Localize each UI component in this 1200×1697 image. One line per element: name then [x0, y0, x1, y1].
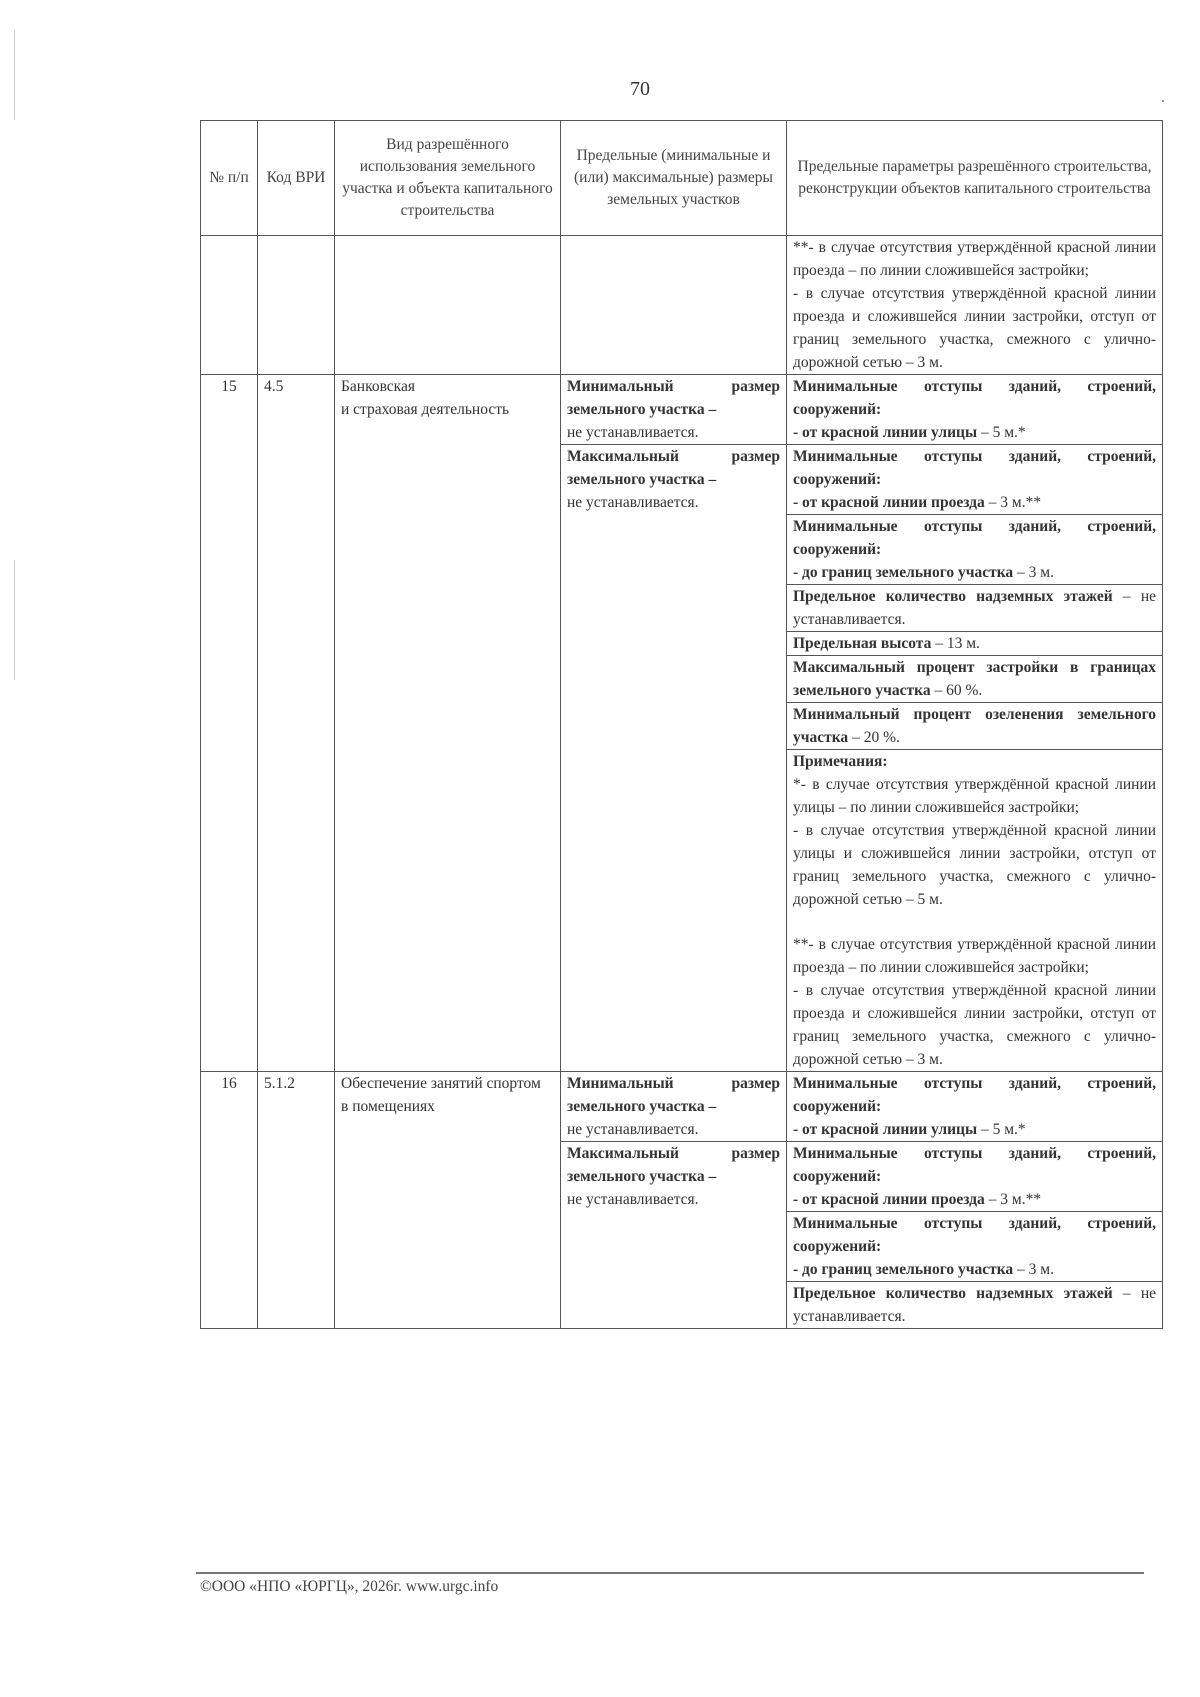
table-row-16: [201, 1072, 1163, 1142]
note-text: **- в случае отсутствия утверждённой красной линии проезда – по линии сложившейся застройки;: [793, 936, 1156, 976]
note-text: *- в случае отсутствия утверждённой красной линии улицы – по линии сложившейся застройки;: [793, 776, 1156, 816]
param-setback-street: Минимальные отступы зданий, строений, сооружений: - от красной линии улицы – 5 м.*: [787, 375, 1163, 445]
table-row-15: [201, 375, 1163, 445]
header-parameters: Предельные параметры разрешённого строительства, реконструкции объектов капитального строительства: [787, 121, 1163, 236]
row-use-type: Банковская и страховая деятельность: [335, 375, 561, 1072]
row-use-type: Обеспечение занятий спортом в помещениях: [335, 1072, 561, 1329]
header-code: Код ВРИ: [258, 121, 335, 236]
scan-margin-mark: [14, 30, 15, 120]
header-use-type: Вид разрешённого использования земельного участка и объекта капитального строительства: [335, 121, 561, 236]
param-min-greenery: Минимальный процент озеленения земельного участка – 20 %.: [787, 703, 1163, 750]
param-setback-driveway: Минимальные отступы зданий, строений, сооружений: - от красной линии проезда – 3 м.**: [787, 1142, 1163, 1212]
row-number: 15: [201, 375, 258, 1072]
max-plot-size: Максимальный размер земельного участка – не устанавливается.: [561, 1142, 787, 1329]
notes-title: Примечания:: [793, 753, 888, 770]
min-plot-size: Минимальный размер земельного участка – не устанавливается.: [561, 1072, 787, 1142]
table-header-row: [201, 121, 1163, 236]
param-setback-street: Минимальные отступы зданий, строений, сооружений: - от красной линии улицы – 5 м.*: [787, 1072, 1163, 1142]
max-plot-size: Максимальный размер земельного участка – не устанавливается.: [561, 445, 787, 1072]
param-setback-boundary: Минимальные отступы зданий, строений, сооружений: - до границ земельного участка – 3 м.: [787, 515, 1163, 585]
header-plot-size: Предельные (минимальные и (или) максимальные) размеры земельных участков: [561, 121, 787, 236]
param-setback-driveway: Минимальные отступы зданий, строений, сооружений: - от красной линии проезда – 3 м.**: [787, 445, 1163, 515]
header-number: № п/п: [201, 121, 258, 236]
row-number: 16: [201, 1072, 258, 1329]
param-floors: Предельное количество надземных этажей – не устанавливается.: [787, 585, 1163, 632]
scan-margin-mark: [14, 560, 15, 680]
param-floors: Предельное количество надземных этажей – не устанавливается.: [787, 1282, 1163, 1329]
row-code: 4.5: [258, 375, 335, 1072]
param-setback-boundary: Минимальные отступы зданий, строений, сооружений: - до границ земельного участка – 3 м.: [787, 1212, 1163, 1282]
min-plot-size: Минимальный размер земельного участка – не устанавливается.: [561, 375, 787, 445]
row15-notes: [787, 750, 1163, 1072]
note-text: - в случае отсутствия утверждённой красной линии проезда и сложившейся линии застройки, отступ от границ земельного участка, смежного с улично-дорожной сетью – 3 м.: [793, 285, 1156, 371]
continued-notes: [787, 236, 1163, 375]
regulations-table: [200, 120, 1163, 1329]
table-row-continued: [201, 236, 1163, 375]
footer-copyright: ©ООО «НПО «ЮРГЦ», 2026г. www.urgc.info: [200, 1578, 499, 1595]
note-text: - в случае отсутствия утверждённой красной линии улицы и сложившейся линии застройки, отступ от границ земельного участка, смежного с улично-дорожной сетью – 5 м.: [793, 822, 1156, 908]
note-text: - в случае отсутствия утверждённой красной линии проезда и сложившейся линии застройки, отступ от границ земельного участка, смежного с улично-дорожной сетью – 3 м.: [793, 982, 1156, 1068]
param-max-coverage: Максимальный процент застройки в границах земельного участка – 60 %.: [787, 656, 1163, 703]
page-number: 70: [630, 78, 650, 100]
row-code: 5.1.2: [258, 1072, 335, 1329]
param-height: Предельная высота – 13 м.: [787, 632, 1163, 656]
note-text: **- в случае отсутствия утверждённой красной линии проезда – по линии сложившейся застройки;: [793, 239, 1156, 279]
footer-divider: [196, 1572, 1144, 1574]
